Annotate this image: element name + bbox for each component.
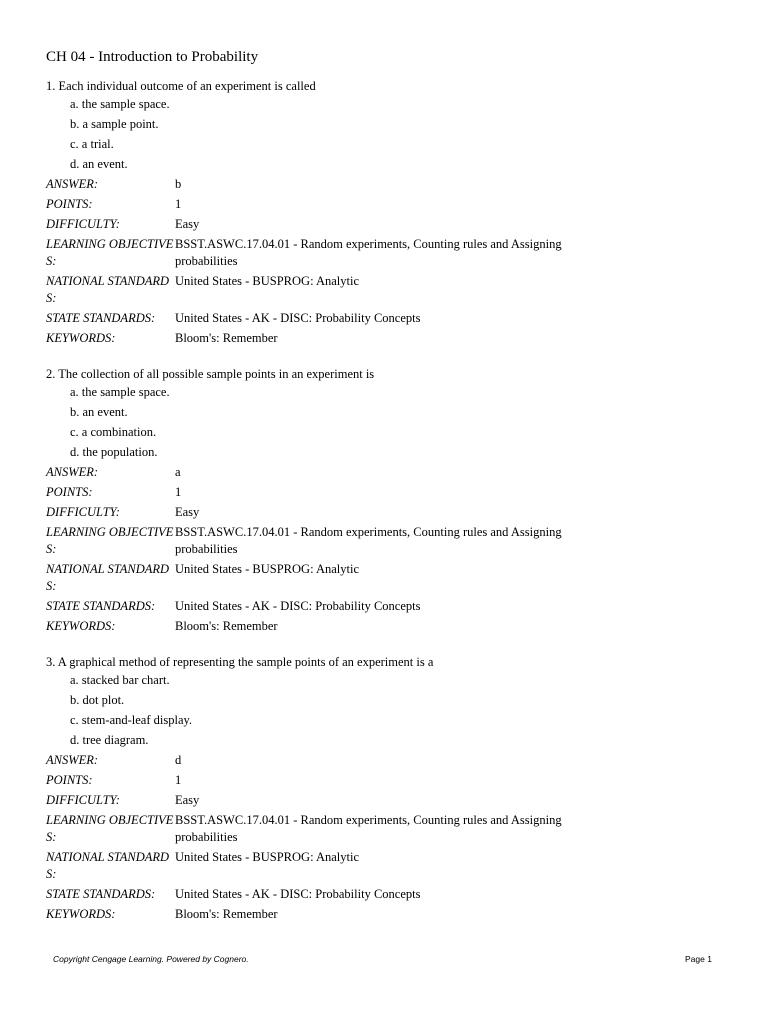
learning-objectives-row [46,524,736,561]
state-standards-row [46,598,736,618]
answer-choice: d. the population. [70,445,158,459]
answer-value: d [175,753,182,767]
national-standards-row [46,561,736,598]
state-standards-value: United States - AK - DISC: Probability Concepts [175,599,421,613]
page-title: CH 04 - Introduction to Probability [46,49,259,65]
points-row [46,484,736,504]
answer-label: ANSWER: [46,753,99,767]
difficulty-label: DIFFICULTY: [46,217,120,231]
answer-choice: d. an event. [70,157,128,171]
learning-objectives-label: LEARNING OBJECTIVES: [46,525,174,556]
keywords-value: Bloom's: Remember [175,907,278,921]
keywords-value: Bloom's: Remember [175,331,278,345]
difficulty-row [46,792,736,812]
difficulty-value: Easy [175,793,200,807]
answer-choice: c. a trial. [70,137,114,151]
answer-value: a [175,465,181,479]
answer-choice: a. the sample space. [70,97,170,111]
question-block [46,366,736,638]
question-text: 3. A graphical method of representing the sample points of an experiment is a [46,655,434,669]
answer-choice: b. a sample point. [70,117,159,131]
keywords-value: Bloom's: Remember [175,619,278,633]
learning-objectives-value: BSST.ASWC.17.04.01 - Random experiments, Counting rules and Assigning probabilities [175,237,562,268]
answer-label: ANSWER: [46,465,99,479]
state-standards-row [46,310,736,330]
answer-choice: b. dot plot. [70,693,125,707]
answer-choice: c. a combination. [70,425,157,439]
difficulty-value: Easy [175,505,200,519]
keywords-row [46,330,736,350]
national-standards-label: NATIONAL STANDARDS: [46,274,170,305]
points-row [46,196,736,216]
national-standards-label: NATIONAL STANDARDS: [46,562,170,593]
learning-objectives-value: BSST.ASWC.17.04.01 - Random experiments, Counting rules and Assigning probabilities [175,525,562,556]
answer-choice: b. an event. [70,405,128,419]
question-text: 2. The collection of all possible sample points in an experiment is [46,367,375,381]
answer-choice: a. stacked bar chart. [70,673,170,687]
keywords-label: KEYWORDS: [46,619,116,633]
points-value: 1 [175,197,182,211]
state-standards-label: STATE STANDARDS: [46,887,156,901]
keywords-label: KEYWORDS: [46,907,116,921]
answer-row [46,176,736,196]
state-standards-row [46,886,736,906]
answer-choice: d. tree diagram. [70,733,149,747]
footer-copyright: Copyright Cengage Learning. Powered by Cognero. [53,954,249,964]
learning-objectives-row [46,812,736,849]
keywords-label: KEYWORDS: [46,331,116,345]
learning-objectives-value: BSST.ASWC.17.04.01 - Random experiments, Counting rules and Assigning probabilities [175,813,562,844]
learning-objectives-label: LEARNING OBJECTIVES: [46,237,174,268]
keywords-row [46,906,736,926]
answer-choice: c. stem-and-leaf display. [70,713,193,727]
state-standards-value: United States - AK - DISC: Probability Concepts [175,887,421,901]
difficulty-label: DIFFICULTY: [46,793,120,807]
learning-objectives-row [46,236,736,273]
points-label: POINTS: [46,485,93,499]
question-block [46,654,736,926]
points-row [46,772,736,792]
national-standards-row [46,273,736,310]
difficulty-label: DIFFICULTY: [46,505,120,519]
answer-row [46,464,736,484]
learning-objectives-label: LEARNING OBJECTIVES: [46,813,174,844]
state-standards-label: STATE STANDARDS: [46,311,156,325]
national-standards-label: NATIONAL STANDARDS: [46,850,170,881]
points-value: 1 [175,773,182,787]
answer-value: b [175,177,182,191]
answer-choice: a. the sample space. [70,385,170,399]
difficulty-value: Easy [175,217,200,231]
keywords-row [46,618,736,638]
difficulty-row [46,216,736,236]
points-label: POINTS: [46,773,93,787]
national-standards-value: United States - BUSPROG: Analytic [175,850,360,864]
question-block [46,78,736,350]
points-label: POINTS: [46,197,93,211]
difficulty-row [46,504,736,524]
answer-label: ANSWER: [46,177,99,191]
state-standards-label: STATE STANDARDS: [46,599,156,613]
question-text: 1. Each individual outcome of an experiment is called [46,79,316,93]
national-standards-value: United States - BUSPROG: Analytic [175,562,360,576]
answer-row [46,752,736,772]
national-standards-row [46,849,736,886]
state-standards-value: United States - AK - DISC: Probability Concepts [175,311,421,325]
national-standards-value: United States - BUSPROG: Analytic [175,274,360,288]
page-number: Page 1 [685,954,712,964]
points-value: 1 [175,485,182,499]
